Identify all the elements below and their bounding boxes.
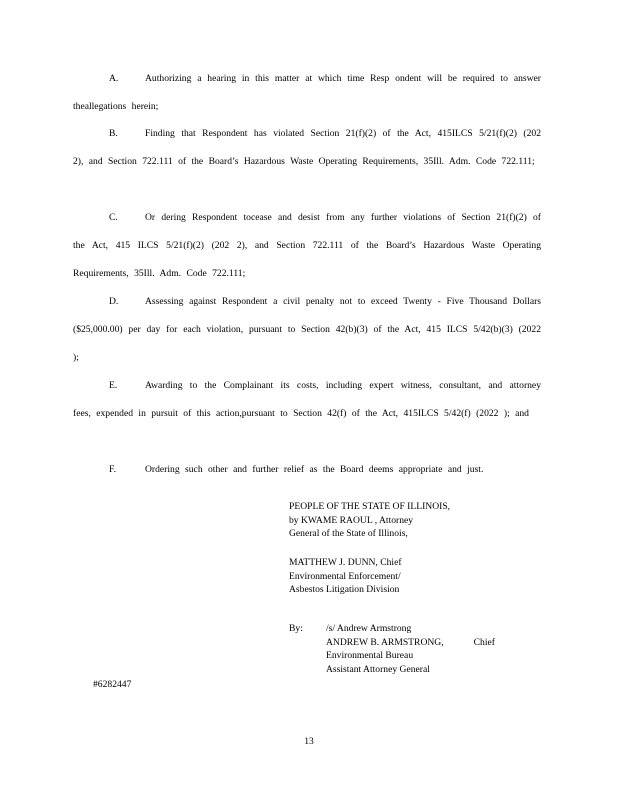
- signature-line: Asbestos Litigation Division: [289, 584, 400, 595]
- page-number: 13: [304, 736, 314, 747]
- prayer-item-e: [73, 372, 541, 428]
- item-letter: F.: [109, 464, 116, 475]
- item-text: Assessing against Respondent a civil penalty not to exceed Twenty - Five Thousand Dollars ($25,000.00) per day for each violation, pursuant to Section 42(b)(3) of the Act, 415 ILCS 5/42(b)(3) (2022 );: [73, 296, 541, 363]
- signer-name-title: Chief: [473, 636, 495, 648]
- item-text: Awarding to the Complainant its costs, including expert witness, consultant, and attorney fees, expended in pursuit of this action,pursuant to Section 42(f) of the Act, 415ILCS 5/42(f) (2022 ); and: [73, 380, 541, 419]
- prayer-item-c: [73, 204, 541, 288]
- item-letter: B.: [109, 128, 118, 139]
- signer-name-line: [326, 636, 566, 650]
- signature-line: General of the State of Illinois,: [289, 528, 408, 539]
- item-text: Or dering Respondent tocease and desist from any further violations of Section 21(f)(2) of the Act, 415 ILCS 5/21(f)(2) (202 2), and Section 722.111 of the Board’s Hazardous Waste Operating Requirements, 35Ill. Adm. Code 722.111;: [73, 212, 541, 279]
- signature-line: by KWAME RAOUL , Attorney: [289, 514, 414, 526]
- prayer-item-f: [73, 456, 541, 484]
- signer-title: Assistant Attorney General: [326, 663, 430, 675]
- prayer-item-a: [73, 65, 541, 121]
- signature-line: MATTHEW J. DUNN, Chief: [289, 557, 402, 568]
- item-letter: C.: [109, 212, 118, 223]
- item-text: Ordering such other and further relief as the Board deems appropriate and just.: [145, 464, 484, 475]
- signer-name: ANDREW B. ARMSTRONG,: [326, 636, 444, 648]
- signature-chief-block: [289, 556, 402, 597]
- electronic-signature: /s/ Andrew Armstrong: [326, 623, 412, 634]
- signature-line: PEOPLE OF THE STATE OF ILLINOIS,: [289, 501, 451, 512]
- signature-line: Environmental Enforcement/: [289, 570, 401, 582]
- item-letter: E.: [109, 380, 118, 391]
- prayer-item-d: [73, 288, 541, 372]
- item-letter: D.: [109, 296, 119, 307]
- signature-party-block: [289, 500, 450, 541]
- by-label: By:: [289, 623, 303, 634]
- prayer-item-b: [73, 120, 541, 176]
- signer-bureau: Environmental Bureau: [326, 650, 414, 661]
- document-number: #6282447: [93, 679, 132, 690]
- item-text: Finding that Respondent has violated Section 21(f)(2) of the Act, 415ILCS 5/21(f)(2) (202 2), and Section 722.111 of the Board’s Hazardous Waste Operating Requirements, 35Ill. Adm. Code 722.111;: [73, 128, 541, 167]
- item-text: Authorizing a hearing in this matter at which time Resp ondent will be required to answer theallegations herein;: [73, 73, 541, 112]
- item-letter: A.: [109, 73, 119, 84]
- signer-block: [326, 622, 566, 676]
